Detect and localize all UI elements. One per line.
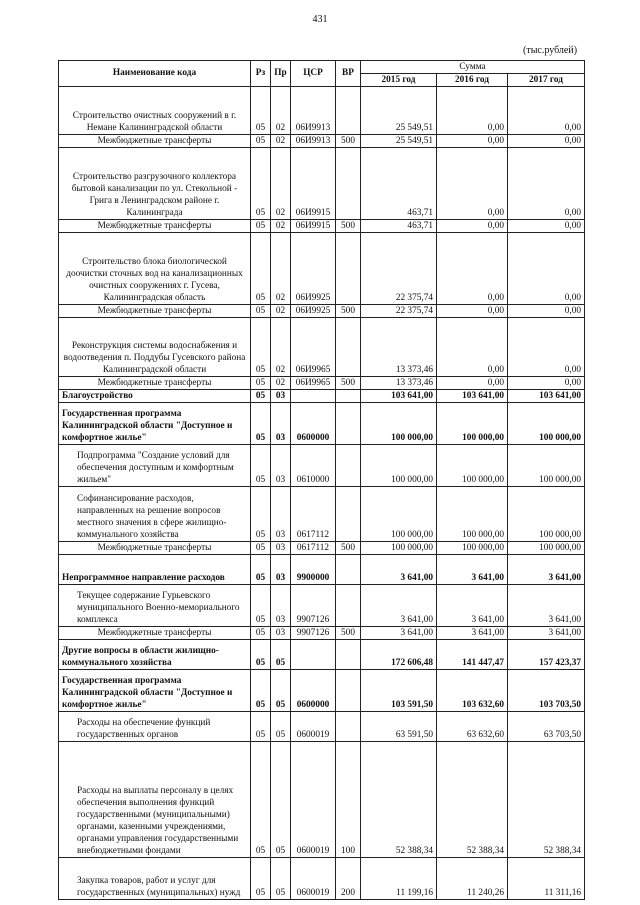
table-cell-csr: 9907126 <box>291 585 336 627</box>
table-cell-rz: 05 <box>251 670 271 712</box>
table-row <box>59 87 585 135</box>
table-cell-2016: 3 641,00 <box>437 555 508 585</box>
table-row <box>59 305 585 318</box>
table-cell-2015: 22 375,74 <box>361 233 437 305</box>
table-cell-pr: 03 <box>271 585 291 627</box>
table-cell-name: Межбюджетные трансферты <box>59 220 251 233</box>
table-row <box>59 555 585 585</box>
table-row <box>59 233 585 305</box>
header-csr: ЦСР <box>291 61 336 87</box>
header-2017: 2017 год <box>508 74 585 87</box>
table-cell-csr: 9900000 <box>291 555 336 585</box>
table-cell-vr <box>336 233 361 305</box>
header-pr: Пр <box>271 61 291 87</box>
table-cell-2016: 0,00 <box>437 233 508 305</box>
table-cell-name: Расходы на обеспечение функций государственных органов <box>59 712 251 742</box>
table-cell-csr: 06И9925 <box>291 305 336 318</box>
table-cell-csr <box>291 390 336 403</box>
table-cell-csr: 06И9913 <box>291 87 336 135</box>
table-cell-2016: 0,00 <box>437 220 508 233</box>
table-cell-pr: 02 <box>271 305 291 318</box>
table-cell-2016: 3 641,00 <box>437 627 508 640</box>
table-cell-2017: 63 703,50 <box>508 712 585 742</box>
table-cell-rz: 05 <box>251 305 271 318</box>
table-cell-csr: 06И9925 <box>291 233 336 305</box>
table-cell-pr: 03 <box>271 403 291 445</box>
table-row <box>59 858 585 900</box>
table-cell-rz: 05 <box>251 487 271 542</box>
table-cell-name: Расходы на выплаты персоналу в целях обеспечения выполнения функций государственными (муниципальными) органами, казенными учреждениями, органами управления государственными внебюджетными фондами <box>59 742 251 858</box>
table-cell-2016: 103 641,00 <box>437 390 508 403</box>
table-cell-vr: 500 <box>336 627 361 640</box>
table-cell-vr: 100 <box>336 742 361 858</box>
table-cell-csr: 0600019 <box>291 742 336 858</box>
table-cell-2017: 0,00 <box>508 87 585 135</box>
table-cell-2017: 100 000,00 <box>508 487 585 542</box>
table-cell-vr <box>336 640 361 670</box>
table-cell-rz: 05 <box>251 858 271 900</box>
table-cell-name: Реконструкция системы водоснабжения и водоотведения п. Поддубы Гусевского района Калининградской области <box>59 318 251 377</box>
table-cell-2015: 103 591,50 <box>361 670 437 712</box>
table-cell-name: Благоустройство <box>59 390 251 403</box>
table-cell-2015: 100 000,00 <box>361 403 437 445</box>
table-cell-name: Строительство очистных сооружений в г. Немане Калининградской области <box>59 87 251 135</box>
table-cell-2016: 0,00 <box>437 377 508 390</box>
table-row <box>59 712 585 742</box>
table-row <box>59 148 585 220</box>
header-sum: Сумма <box>361 61 585 74</box>
table-row <box>59 585 585 627</box>
table-cell-rz: 05 <box>251 377 271 390</box>
table-cell-pr: 05 <box>271 670 291 712</box>
table-cell-vr <box>336 318 361 377</box>
table-cell-2017: 0,00 <box>508 233 585 305</box>
table-cell-2016: 3 641,00 <box>437 585 508 627</box>
table-cell-csr: 06И9913 <box>291 135 336 148</box>
table-cell-name: Межбюджетные трансферты <box>59 542 251 555</box>
table-cell-pr: 03 <box>271 445 291 487</box>
table-cell-name: Текущее содержание Гурьевского муниципального Военно-мемориального комплекса <box>59 585 251 627</box>
table-cell-2017: 103 641,00 <box>508 390 585 403</box>
table-cell-vr: 500 <box>336 220 361 233</box>
table-cell-name: Строительство разгрузочного коллектора бытовой канализации по ул. Стекольной - Грига в Ленинградском районе г. Калининграда <box>59 148 251 220</box>
table-cell-rz: 05 <box>251 555 271 585</box>
table-cell-2015: 25 549,51 <box>361 135 437 148</box>
table-cell-2016: 0,00 <box>437 87 508 135</box>
table-cell-vr <box>336 670 361 712</box>
table-cell-name: Подпрограмма "Создание условий для обеспечения доступным и комфортным жильем" <box>59 445 251 487</box>
table-cell-vr: 500 <box>336 305 361 318</box>
table-cell-2015: 3 641,00 <box>361 585 437 627</box>
table-cell-rz: 05 <box>251 87 271 135</box>
table-cell-vr <box>336 712 361 742</box>
table-cell-2016: 103 632,60 <box>437 670 508 712</box>
table-cell-2017: 0,00 <box>508 135 585 148</box>
table-row <box>59 135 585 148</box>
table-cell-2015: 100 000,00 <box>361 445 437 487</box>
table-cell-name: Софинансирование расходов, направленных на решение вопросов местного значения в сфере жилищно-коммунального хозяйства <box>59 487 251 542</box>
budget-table <box>58 60 585 900</box>
table-cell-rz: 05 <box>251 742 271 858</box>
table-row <box>59 487 585 542</box>
table-cell-pr: 05 <box>271 640 291 670</box>
table-cell-vr: 500 <box>336 377 361 390</box>
table-cell-pr: 03 <box>271 487 291 542</box>
table-cell-pr: 03 <box>271 542 291 555</box>
table-cell-2015: 3 641,00 <box>361 627 437 640</box>
table-cell-csr: 0600019 <box>291 712 336 742</box>
table-cell-pr: 03 <box>271 390 291 403</box>
table-cell-2016: 63 632,60 <box>437 712 508 742</box>
table-cell-vr <box>336 148 361 220</box>
table-cell-pr: 02 <box>271 220 291 233</box>
table-cell-2017: 3 641,00 <box>508 585 585 627</box>
table-cell-2015: 52 388,34 <box>361 742 437 858</box>
table-cell-2017: 3 641,00 <box>508 627 585 640</box>
table-cell-name: Межбюджетные трансферты <box>59 135 251 148</box>
table-cell-2016: 0,00 <box>437 148 508 220</box>
table-cell-pr: 02 <box>271 148 291 220</box>
table-row <box>59 670 585 712</box>
table-row <box>59 640 585 670</box>
table-cell-csr: 06И9915 <box>291 148 336 220</box>
table-cell-rz: 05 <box>251 135 271 148</box>
table-cell-name: Государственная программа Калининградской области "Доступное и комфортное жилье" <box>59 403 251 445</box>
table-row <box>59 403 585 445</box>
table-cell-2016: 100 000,00 <box>437 403 508 445</box>
table-row <box>59 542 585 555</box>
table-cell-2015: 463,71 <box>361 148 437 220</box>
table-cell-pr: 02 <box>271 233 291 305</box>
table-cell-pr: 05 <box>271 712 291 742</box>
table-cell-rz: 05 <box>251 148 271 220</box>
table-cell-pr: 02 <box>271 87 291 135</box>
table-cell-csr: 0617112 <box>291 542 336 555</box>
table-cell-rz: 05 <box>251 390 271 403</box>
table-cell-2015: 11 199,16 <box>361 858 437 900</box>
table-cell-vr <box>336 403 361 445</box>
table-cell-csr: 06И9965 <box>291 318 336 377</box>
table-cell-name: Межбюджетные трансферты <box>59 627 251 640</box>
table-cell-csr: 06И9915 <box>291 220 336 233</box>
table-cell-2017: 0,00 <box>508 318 585 377</box>
table-cell-vr: 500 <box>336 135 361 148</box>
table-cell-csr: 0617112 <box>291 487 336 542</box>
table-cell-rz: 05 <box>251 627 271 640</box>
table-cell-name: Другие вопросы в области жилищно-коммунального хозяйства <box>59 640 251 670</box>
table-cell-name: Межбюджетные трансферты <box>59 377 251 390</box>
table-cell-rz: 05 <box>251 712 271 742</box>
table-cell-name: Государственная программа Калининградской области "Доступное и комфортное жилье" <box>59 670 251 712</box>
table-cell-2016: 100 000,00 <box>437 445 508 487</box>
table-cell-2017: 100 000,00 <box>508 542 585 555</box>
table-cell-csr: 06И9965 <box>291 377 336 390</box>
table-row <box>59 742 585 858</box>
table-cell-2016: 0,00 <box>437 135 508 148</box>
table-cell-2015: 172 606,48 <box>361 640 437 670</box>
table-cell-2016: 0,00 <box>437 305 508 318</box>
table-cell-vr <box>336 390 361 403</box>
table-cell-2017: 11 311,16 <box>508 858 585 900</box>
table-cell-2016: 100 000,00 <box>437 542 508 555</box>
table-cell-2017: 100 000,00 <box>508 403 585 445</box>
table-cell-name: Строительство блока биологической доочистки сточных вод на канализационных очистных сооружениях г. Гусева, Калининградская область <box>59 233 251 305</box>
table-cell-csr: 0600019 <box>291 858 336 900</box>
table-cell-2015: 22 375,74 <box>361 305 437 318</box>
table-cell-2015: 13 373,46 <box>361 318 437 377</box>
table-cell-vr: 200 <box>336 858 361 900</box>
table-cell-vr <box>336 555 361 585</box>
table-cell-vr <box>336 87 361 135</box>
table-cell-2017: 0,00 <box>508 377 585 390</box>
table-cell-rz: 05 <box>251 445 271 487</box>
table-cell-2016: 100 000,00 <box>437 487 508 542</box>
table-cell-pr: 05 <box>271 858 291 900</box>
table-cell-2015: 100 000,00 <box>361 487 437 542</box>
table-row <box>59 445 585 487</box>
table-cell-name: Межбюджетные трансферты <box>59 305 251 318</box>
table-cell-pr: 02 <box>271 318 291 377</box>
table-cell-rz: 05 <box>251 220 271 233</box>
header-name: Наименование кода <box>59 61 251 87</box>
page-number: 431 <box>312 14 328 25</box>
table-cell-2015: 3 641,00 <box>361 555 437 585</box>
table-cell-rz: 05 <box>251 542 271 555</box>
table-cell-vr <box>336 445 361 487</box>
header-2015: 2015 год <box>361 74 437 87</box>
table-cell-pr: 02 <box>271 377 291 390</box>
table-cell-2017: 0,00 <box>508 148 585 220</box>
table-row <box>59 377 585 390</box>
table-cell-rz: 05 <box>251 585 271 627</box>
table-row <box>59 627 585 640</box>
table-cell-vr <box>336 585 361 627</box>
table-cell-rz: 05 <box>251 318 271 377</box>
table-cell-2017: 3 641,00 <box>508 555 585 585</box>
table-cell-pr: 03 <box>271 627 291 640</box>
table-cell-2015: 463,71 <box>361 220 437 233</box>
table-row <box>59 390 585 403</box>
header-vr: ВР <box>336 61 361 87</box>
header-rz: Рз <box>251 61 271 87</box>
table-cell-2015: 103 641,00 <box>361 390 437 403</box>
table-cell-csr: 0600000 <box>291 403 336 445</box>
table-row <box>59 220 585 233</box>
table-cell-2015: 100 000,00 <box>361 542 437 555</box>
table-cell-csr: 0610000 <box>291 445 336 487</box>
table-cell-rz: 05 <box>251 640 271 670</box>
table-cell-pr: 05 <box>271 742 291 858</box>
table-cell-2015: 63 591,50 <box>361 712 437 742</box>
table-cell-2016: 52 388,34 <box>437 742 508 858</box>
table-cell-2015: 25 549,51 <box>361 87 437 135</box>
table-cell-name: Закупка товаров, работ и услуг для государственных (муниципальных) нужд <box>59 858 251 900</box>
table-cell-2016: 141 447,47 <box>437 640 508 670</box>
table-cell-vr <box>336 487 361 542</box>
table-cell-2016: 0,00 <box>437 318 508 377</box>
table-cell-pr: 02 <box>271 135 291 148</box>
table-cell-2016: 11 240,26 <box>437 858 508 900</box>
units-label: (тыс.рублей) <box>523 45 578 56</box>
table-cell-2015: 13 373,46 <box>361 377 437 390</box>
table-cell-2017: 52 388,34 <box>508 742 585 858</box>
table-row <box>59 318 585 377</box>
header-2016: 2016 год <box>437 74 508 87</box>
table-cell-2017: 0,00 <box>508 220 585 233</box>
table-cell-name: Непрограммное направление расходов <box>59 555 251 585</box>
table-cell-csr: 0600000 <box>291 670 336 712</box>
table-cell-rz: 05 <box>251 403 271 445</box>
table-cell-2017: 0,00 <box>508 305 585 318</box>
table-cell-2017: 100 000,00 <box>508 445 585 487</box>
table-cell-vr: 500 <box>336 542 361 555</box>
table-cell-pr: 03 <box>271 555 291 585</box>
table-cell-rz: 05 <box>251 233 271 305</box>
table-cell-2017: 157 423,37 <box>508 640 585 670</box>
table-cell-csr <box>291 640 336 670</box>
table-cell-2017: 103 703,50 <box>508 670 585 712</box>
table-cell-csr: 9907126 <box>291 627 336 640</box>
